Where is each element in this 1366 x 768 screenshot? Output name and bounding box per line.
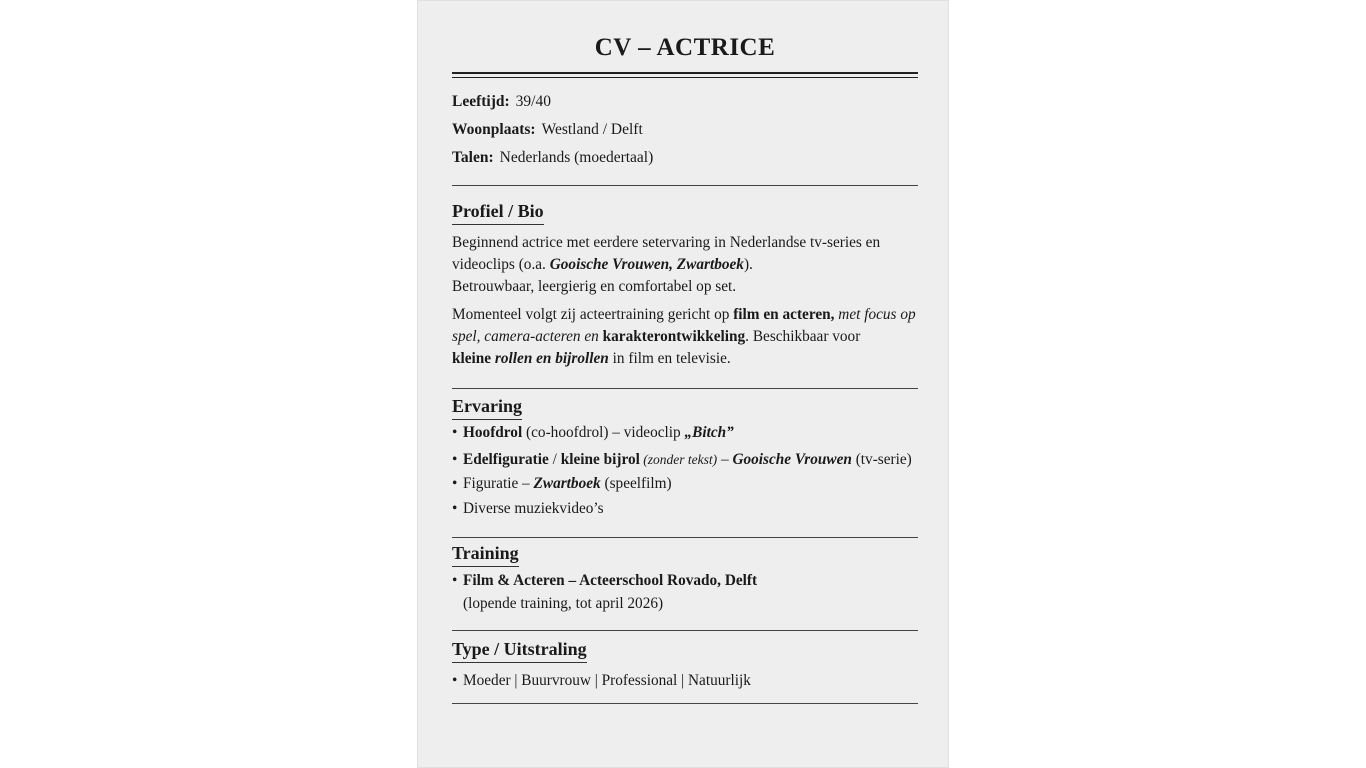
exp1-rest: (co-hoofdrol) – videoclip [522, 424, 685, 441]
document-title: CV – ACTRICE [594, 34, 776, 61]
training1-place: Delft [721, 572, 758, 589]
profile-paragraph-2 [452, 304, 922, 370]
training-item-1 [452, 572, 757, 590]
cv-paper [417, 0, 949, 768]
profile-p2-b3: karakterontwikkeling [602, 328, 746, 345]
info-residence [452, 121, 643, 139]
age-value: 39/40 [515, 93, 551, 110]
profile-p1-end: ). [743, 256, 753, 273]
info-age [452, 93, 551, 111]
type-item-1 [452, 672, 751, 690]
age-label: Leeftijd: [452, 93, 510, 110]
languages-label: Talen: [452, 149, 494, 166]
profile-p1-text: Beginnend actrice met eerdere setervaring in Nederlandse tv-series en videoclips (o.a. [452, 234, 881, 273]
experience-heading: Ervaring [452, 396, 522, 420]
profile-p2-b4: kleine [452, 350, 495, 367]
experience-item-1 [452, 424, 734, 442]
languages-value: Nederlands (moedertaal) [499, 149, 654, 166]
training1-course: Film & Acteren – Acteerschool Rovado, [463, 572, 722, 589]
profile-p2-c: . Beschikbaar voor [745, 328, 861, 345]
profile-p2-b1: film en [733, 306, 783, 323]
divider-3 [452, 537, 918, 538]
divider-2 [452, 388, 918, 389]
exp2-sep: / [548, 451, 561, 468]
profile-p2-i1: met focus op spel, camera-acteren en [452, 306, 916, 345]
type-heading: Type / Uitstraling [452, 639, 587, 663]
title-double-rule [452, 72, 918, 78]
profile-heading: Profiel / Bio [452, 201, 544, 225]
exp1-role: Hoofdrol [463, 424, 523, 441]
profile-p1-titles: Gooische Vrouwen, Zwartboek [549, 256, 744, 273]
residence-label: Woonplaats: [452, 121, 536, 138]
exp3-role: Figuratie – [463, 475, 534, 492]
exp2-dash: – [717, 451, 733, 468]
experience-item-2 [452, 451, 912, 469]
exp2-role-1: Edelfiguratie [463, 451, 549, 468]
residence-value: Westland / Delft [541, 121, 643, 138]
profile-p2-d: in film en televisie. [608, 350, 731, 367]
profile-p2-a: Momenteel volgt zij acteertraining gericht op [452, 306, 734, 323]
type1-text: Moeder | Buurvrouw | Professional | Natuurlijk [463, 672, 751, 689]
experience-item-3 [452, 475, 672, 493]
exp3-title: Zwartboek [533, 475, 601, 492]
info-languages [452, 149, 653, 167]
profile-paragraph-1 [452, 232, 922, 298]
profile-p2-bi: rollen en bijrollen [494, 350, 609, 367]
exp1-title: „Bitch” [684, 424, 734, 441]
exp2-type: (tv-serie) [851, 451, 912, 468]
divider-5 [452, 703, 918, 704]
training-heading: Training [452, 543, 519, 567]
experience-item-4 [452, 500, 604, 518]
exp2-note: (zonder tekst) [639, 452, 718, 467]
training-item-1-note: (lopende training, tot april 2026) [463, 595, 664, 612]
profile-p2-b2: acteren, [782, 306, 835, 323]
profile-p1-line2: Betrouwbaar, leergierig en comfortabel op set. [452, 278, 737, 295]
exp2-role-2: kleine bijrol [560, 451, 640, 468]
exp4-text: Diverse muziekvideo’s [463, 500, 604, 517]
exp2-title: Gooische Vrouwen [732, 451, 852, 468]
divider-1 [452, 185, 918, 186]
divider-4 [452, 630, 918, 631]
exp3-type: (speelfilm) [600, 475, 672, 492]
